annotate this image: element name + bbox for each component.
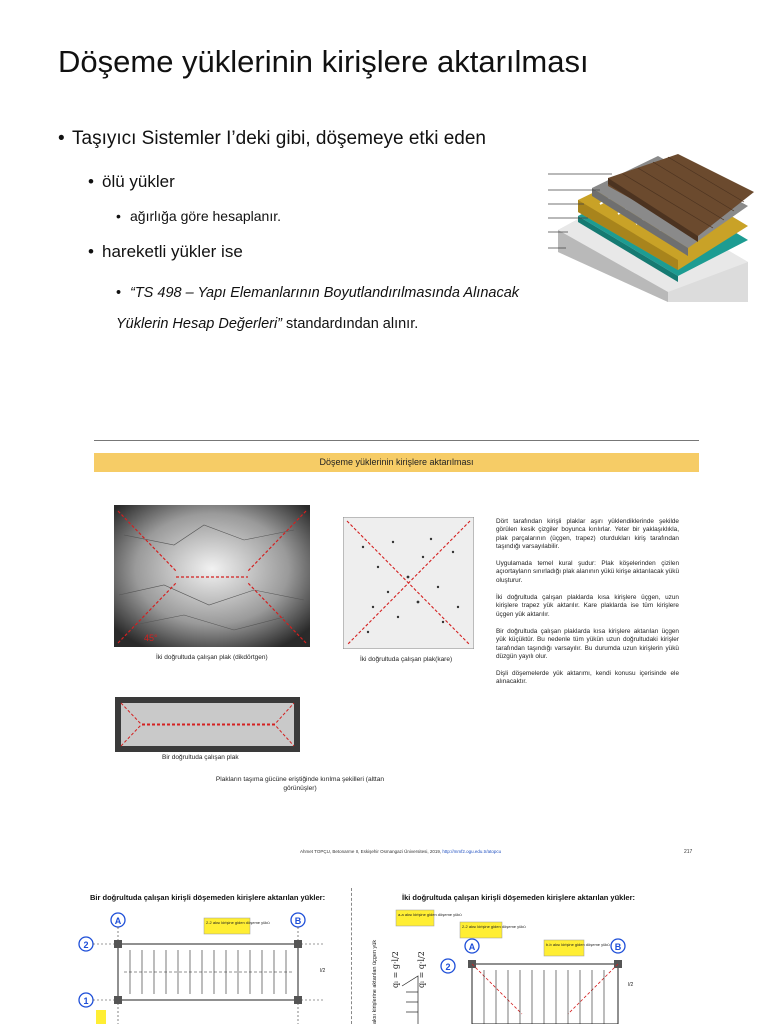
caption-square: İki doğrultuda çalışan plak(kare) (360, 656, 453, 663)
axis-2-marker-right (441, 959, 455, 973)
slide-title: Döşeme yüklerinin kirişlere aktarılması (58, 44, 589, 79)
formula-1: qₗ = g·l/2 (391, 951, 400, 988)
slab-photo-bg (114, 505, 310, 647)
svg-text:2: 2 (83, 940, 89, 950)
footer-link[interactable]: http://mmf2.ogu.edu.tr/atopcu (442, 849, 502, 854)
floor-layers-illustration (548, 152, 758, 304)
bullet-dead-loads-text: ölü yükler (102, 172, 175, 191)
one-way-load-diagram (74, 906, 344, 1024)
bullet-live-loads-text: hareketli yükler ise (102, 242, 243, 261)
axis-1-marker (79, 993, 93, 1007)
load-arrows (124, 950, 292, 994)
dim-label-right: l/2 (628, 982, 634, 988)
svg-text:B: B (294, 916, 302, 926)
axis-A-marker (111, 913, 125, 927)
page-top-rule (94, 440, 699, 441)
paragraph: Bir doğrultuda çalışan plaklarda kısa kirişlere aktarılan üçgen yük küçüktür. Bu nedenle tüm yükün uzun doğrultudaki kirişler tarafından taşındığı varsayılır. Bu durumda uzun kirişlerin yükü düzgün yayılı olur. (496, 627, 679, 660)
axis-A-marker-right (465, 939, 479, 953)
photo-one-way-slab (115, 697, 300, 752)
bisector-lines (472, 964, 618, 1014)
paragraph: Uygulamada temel kural şudur: Plak köşelerinden çizilen açıortayların sınırladığı plak alanının yükü kirişe aktarılacak yükü oluşturur. (496, 560, 679, 584)
diagram-divider (351, 888, 352, 1024)
standard-rest: standardından alınır. (282, 316, 419, 332)
bullet-standard (116, 278, 556, 340)
dim-label: l/2 (320, 968, 326, 974)
axis-B-marker-right (611, 939, 625, 953)
svg-text:2: 2 (445, 962, 451, 972)
bullet-dead-loads (88, 172, 175, 192)
bullet-live-loads (88, 242, 243, 262)
note-right-3: b-b aksı kirişine giden döşeme yükü (546, 942, 610, 947)
bullet-dot: • (88, 172, 94, 191)
note-right-1: a-a aksı kirişine giden döşeme yükü (398, 912, 462, 917)
caption-rectangular: İki doğrultuda çalışan plak (dikdörtgen) (156, 654, 268, 661)
axis-2-marker (79, 937, 93, 951)
explanation-text (496, 518, 679, 696)
standard-name: “TS 498 – Yapı Elemanlarının Boyutlandırılmasında Alınacak Yüklerin Hesap Değerleri” (116, 285, 520, 332)
two-way-slab-outline (472, 964, 618, 1024)
bullet-dead-loads-sub-text: ağırlığa göre hesaplanır. (130, 208, 281, 224)
bullet-dot: • (88, 242, 94, 261)
vertical-label: aksı kirişlerine aktarılan üçgen yük (372, 939, 378, 1024)
formula-2: qₗ = q·l/2 (417, 951, 426, 988)
figure-caption: Plakların taşıma gücüne eriştiğinde kırılma şekilleri (alttan görünüşler) (215, 776, 385, 792)
triangle-load-sketch (402, 976, 418, 1024)
bullet-dot: • (116, 208, 121, 224)
svg-text:A: A (468, 942, 476, 952)
left-diagram-title: Bir doğrultuda çalışan kirişli döşemeden kirişlere aktarılan yükler: (90, 893, 326, 902)
axis-lines (93, 927, 324, 1024)
axis-B-marker (291, 913, 305, 927)
right-diagram-title: İki doğrultuda çalışan kirişli döşemeden kirişlere aktarılan yükler: (402, 893, 636, 902)
bullet-main (58, 128, 486, 150)
paragraph: İki doğrultuda çalışan plaklarda kısa kirişlere üçgen, uzun kirişlere trapez yük aktarılır. Kare plaklarda ise tüm kirişlere üçgen yük aktarılır. (496, 594, 679, 618)
two-way-load-diagram (362, 906, 648, 1024)
paragraph: Dişli döşemelerde yük aktarımı, kendi konusu içerisinde ele alınacaktır. (496, 670, 679, 686)
page-number: 217 (684, 849, 693, 855)
note-box-small (96, 1010, 106, 1024)
note-right-2: 2-2 aksı kirişine giden döşeme yükü (462, 924, 526, 929)
photo-square-slab (343, 517, 474, 649)
caption-one-way: Bir doğrultuda çalışan plak (162, 754, 239, 761)
page-footer (300, 849, 501, 854)
bullet-dot: • (116, 285, 122, 301)
svg-text:B: B (614, 942, 622, 952)
bullet-dot: • (58, 128, 65, 149)
svg-text:1: 1 (83, 996, 89, 1006)
photo-rectangular-slab (114, 505, 310, 647)
bullet-dead-loads-sub (116, 208, 281, 224)
note-left: 2-2 aksı kirişine giden döşeme yükü (206, 920, 270, 925)
paragraph: Dört tarafından kirişli plaklar aşırı yüklendiklerinde şekilde görülen kesik çizgiler boyunca kırılırlar. Yeter bir yaklaşıklıkla, plak parçalarının (üçgen, trapez) oturdukları kiriş tarafından taşındığı varsayılabilir. (496, 518, 679, 550)
footer-text: Ahmet TOPÇU, Betonarme II, Eskişehir Osmangazi Üniversitesi, 2019, (300, 849, 443, 854)
load-arrows-right (484, 970, 604, 1024)
bullet-main-text: Taşıyıcı Sistemler I’deki gibi, döşemeye etki eden (72, 128, 486, 149)
angle-label: 45° (144, 633, 158, 643)
svg-text:A: A (114, 916, 122, 926)
page-section-header: Döşeme yüklerinin kirişlere aktarılması (94, 453, 699, 472)
